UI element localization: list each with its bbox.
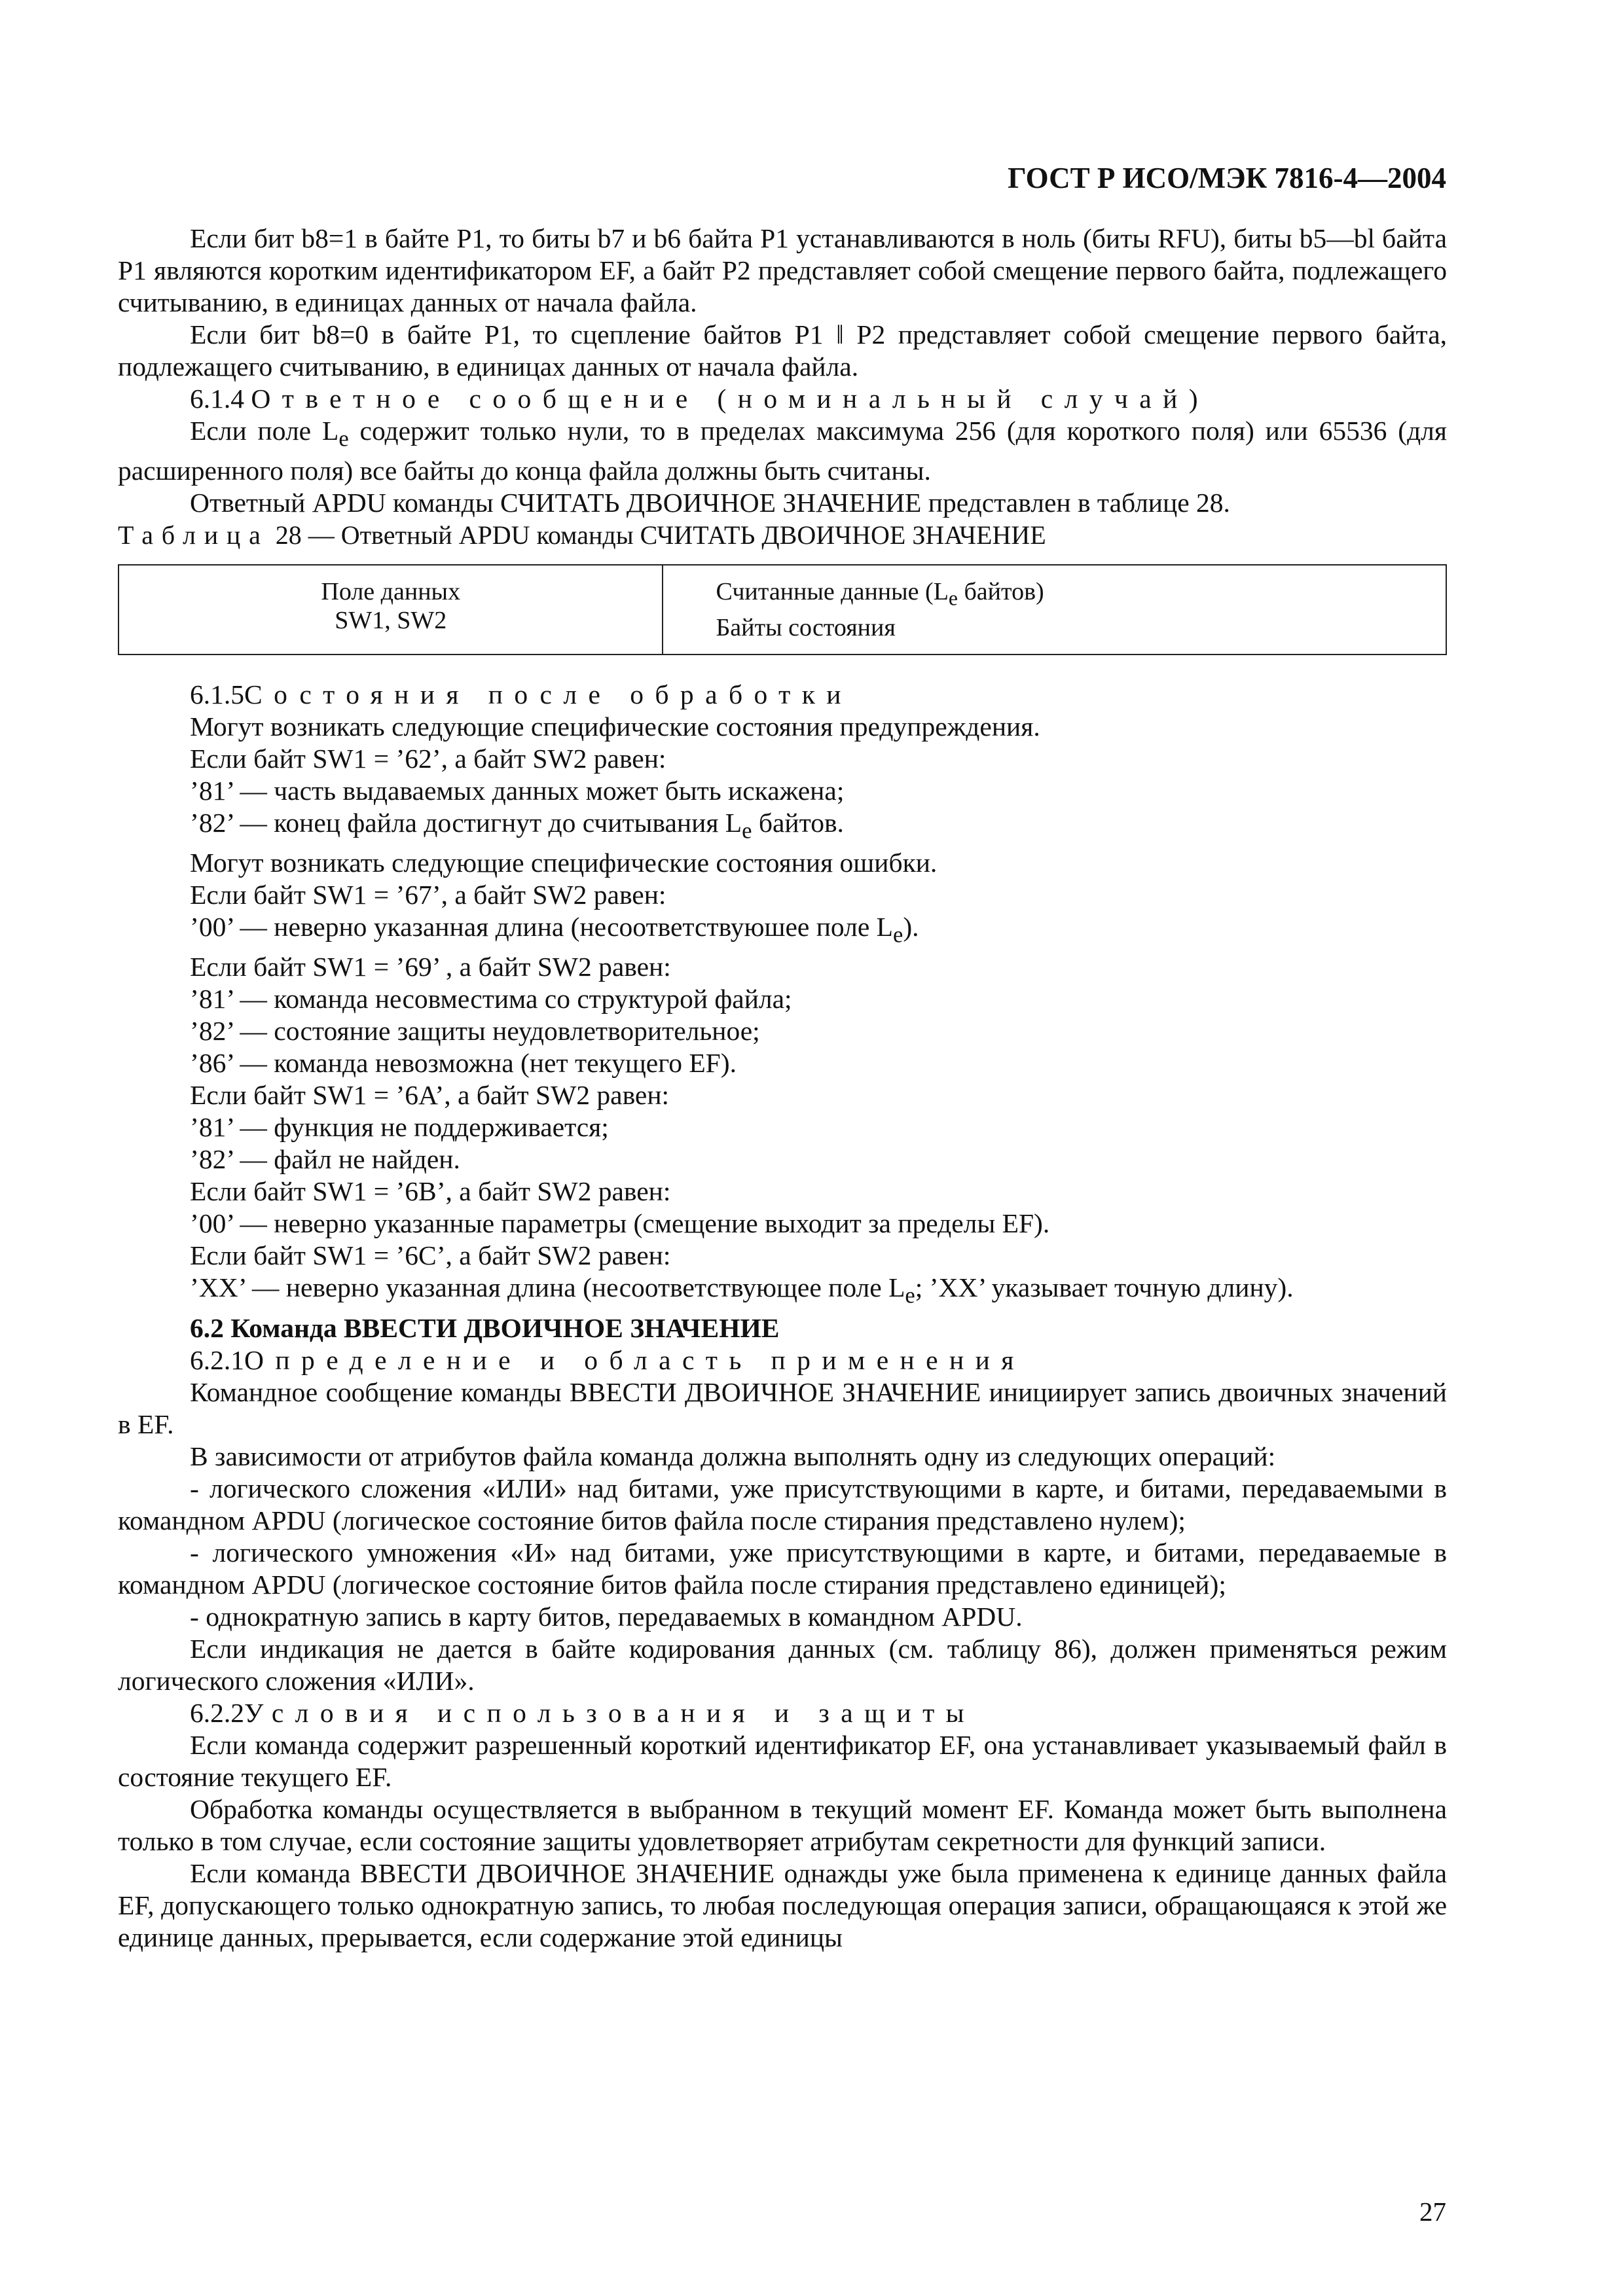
section-number: 6.2.1 [190, 1344, 244, 1375]
paragraph: В зависимости от атрибутов файла команда должна выполнять одну из следующих операций: [190, 1441, 1276, 1471]
section-heading-6-1-5 [118, 679, 1447, 711]
section-title: Состояния после обработки [244, 679, 852, 709]
table-row [119, 565, 1446, 655]
paragraph: Если поле $L_e$ содержит только нули, то в пределах максимума 256 (для короткого поля) или 65536 (для расширенного поля) все байты до конца файла должны быть считаны. [118, 416, 1447, 486]
section-heading-6-2: 6.2 Команда ВВЕСТИ ДВОИЧНОЕ ЗНАЧЕНИЕ [190, 1312, 780, 1343]
paragraph: - логического умножения «И» над битами, уже присутствующими в карте, и битами, передаваемые в командном APDU (логическое состояние битов файла после стирания представлено единицей); [118, 1537, 1447, 1600]
paragraph: Командное сообщение команды ВВЕСТИ ДВОИЧНОЕ ЗНАЧЕНИЕ инициирует запись двоичных значений в EF. [118, 1376, 1447, 1439]
list-item: ’00’ — неверно указанные параметры (смещение выходит за пределы EF). [190, 1208, 1050, 1239]
section-heading-6-1-4 [118, 383, 1447, 415]
list-item: Могут возникать следующие специфические состояния ошибки. [190, 848, 938, 878]
section-heading-6-2-1 [118, 1344, 1447, 1376]
list-item: ’82’ — файл не найден. [190, 1144, 460, 1175]
paragraph: Если команда ВВЕСТИ ДВОИЧНОЕ ЗНАЧЕНИЕ однажды уже была применена к единице данных файла EF, допускающего только однократную запись, то любая последующая операция записи, обращающаяся к этой же единице данных, прерывается, если содержание этой единицы [118, 1857, 1447, 1952]
list-item: Могут возникать следующие специфические состояния предупреждения. [190, 711, 1040, 742]
page-body [118, 223, 1447, 1954]
list-item: ’86’ — команда невозможна (нет текущего EF). [190, 1048, 737, 1079]
list-item: ’XX’ — неверно указанная длина (несоответствующее поле $L_e$; ’XX’ указывает точную длину). [190, 1272, 1294, 1308]
list-item: Если байт SW1 = ’67’, а байт SW2 равен: [190, 880, 666, 910]
section-number: 6.1.4 [190, 384, 244, 414]
table-caption-text: 28 — Ответный APDU команды СЧИТАТЬ ДВОИЧНОЕ ЗНАЧЕНИЕ [275, 520, 1046, 550]
paragraph: - однократную запись в карту битов, передаваемых в командном APDU. [190, 1601, 1023, 1632]
table-caption [118, 519, 1447, 551]
section-title: Ответное сообщение (номинальный случай) [251, 384, 1210, 414]
list-item: ’81’ — часть выдаваемых данных может быть искажена; [190, 775, 845, 806]
paragraph: - логического сложения «ИЛИ» над битами, уже присутствующими в карте, и битами, передаваемыми в командном APDU (логическое состояние битов файла после стирания представлено нулем); [118, 1473, 1447, 1535]
paragraph: Обработка команды осуществляется в выбранном в текущий момент EF. Команда может быть выполнена только в том случае, если состояние защиты удовлетворяет атрибутам секретности для функций записи. [118, 1793, 1447, 1856]
list-item: Если байт SW1 = ’62’, а байт SW2 равен: [190, 743, 666, 774]
list-item: ’82’ — конец файла достигнут до считывания $L_e$ байтов. [190, 807, 844, 844]
section-title: Условия использования и защиты [244, 1697, 976, 1728]
table-cell-left: Поле данных SW1, SW2 [119, 565, 663, 655]
standard-header: ГОСТ Р ИСО/МЭК 7816-4—2004 [1008, 162, 1446, 194]
paragraph: Если команда содержит разрешенный короткий идентификатор EF, она устанавливает указываемый файл в состояние текущего EF. [118, 1729, 1447, 1792]
paragraph: Если бит b8=1 в байте P1, то биты b7 и b6 байта P1 устанавливаются в ноль (биты RFU), биты b5—bl байта P1 являются коротким идентификатором EF, а байт P2 представляет собой смещение первого байта, подлежащего считыванию, в единицах данных от начала файла. [118, 223, 1447, 317]
list-item: Если байт SW1 = ’6B’, а байт SW2 равен: [190, 1176, 671, 1207]
paragraph: Если индикация не дается в байте кодирования данных (см. таблицу 86), должен применяться режим логического сложения «ИЛИ». [118, 1633, 1447, 1696]
section-number: 6.2.2 [190, 1697, 244, 1728]
list-item: ’81’ — функция не поддерживается; [190, 1112, 609, 1143]
table-28 [118, 564, 1447, 655]
section-title: Определение и область применения [244, 1344, 1025, 1375]
list-item: Если байт SW1 = ’6C’, а байт SW2 равен: [190, 1240, 671, 1271]
section-heading-6-2-2 [118, 1697, 1447, 1729]
paragraph: Если бит b8=0 в байте P1, то сцепление байтов P1 ‖ P2 представляет собой смещение первого байта, подлежащего считыванию, в единицах данных от начала файла. [118, 319, 1447, 382]
list-item: Если байт SW1 = ’69’ , а байт SW2 равен: [190, 952, 671, 982]
list-item: ’82’ — состояние защиты неудовлетворительное; [190, 1016, 760, 1047]
table-cell-right: Считанные данные ($L_e$ байтов) Байты состояния [663, 565, 1446, 655]
page-number: 27 [1419, 2197, 1446, 2227]
list-item: Если байт SW1 = ’6A’, а байт SW2 равен: [190, 1080, 670, 1111]
paragraph: Ответный APDU команды СЧИТАТЬ ДВОИЧНОЕ ЗНАЧЕНИЕ представлен в таблице 28. [190, 488, 1230, 518]
list-item: ’00’ — неверно указанная длина (несоответствуюшее поле $L_e$). [190, 912, 919, 948]
table-caption-word: Таблица [118, 520, 269, 550]
list-item: ’81’ — команда несовместима со структурой файла; [190, 984, 792, 1014]
section-number: 6.1.5 [190, 679, 244, 709]
